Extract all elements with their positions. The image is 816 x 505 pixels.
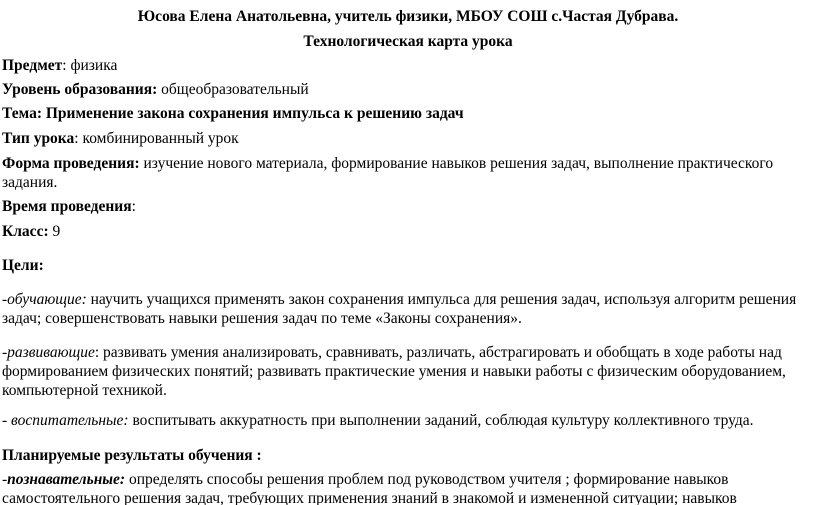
goal-developing-line2: формированием физических понятий; развивать практические умения и навыки работы с физическим оборудованием,: [2, 363, 786, 380]
goal-upbringing-text: воспитывать аккуратность при выполнении заданий, соблюдая культуру коллективного труда.: [128, 412, 754, 429]
level-row: [2, 80, 309, 100]
lesson-type-value: комбинированный урок: [82, 130, 239, 147]
lesson-type-row: [2, 129, 239, 149]
result-cognitive-line2: самостоятельного решения задач, требующих применения знаний в знакомой и измененной ситуации; навыков: [2, 490, 737, 505]
grade-label: Класс:: [2, 223, 49, 240]
goals-heading: Цели:: [2, 257, 44, 274]
lesson-type-label: Тип урока: [2, 130, 75, 147]
subject-sep: :: [62, 57, 71, 74]
goal-upbringing-label: воспитательные:: [11, 412, 129, 429]
form-label: Форма проведения:: [2, 155, 140, 172]
form-row: [2, 154, 773, 174]
goal-educational-label: обучающие:: [7, 291, 87, 308]
goal-educational-line1: [2, 290, 796, 310]
subject-label: Предмет: [2, 57, 63, 74]
level-label: Уровень образования:: [2, 81, 158, 98]
goal-educational-dash: -: [2, 291, 8, 308]
form-value: изучение нового материала, формирование навыков решения задач, выполнение практического: [139, 155, 774, 172]
level-value: общеобразовательный: [157, 81, 309, 98]
topic-row: [2, 104, 464, 124]
lesson-type-sep: :: [74, 130, 83, 147]
author-line: Юсова Елена Анатольевна, учитель физики, МБОУ СОШ с.Частая Дубрава.: [137, 8, 679, 25]
goal-developing-line1: [2, 343, 782, 363]
goal-developing-dash: -: [2, 344, 8, 361]
result-cognitive-label: познавательные:: [7, 471, 126, 488]
result-cognitive-line1: [2, 470, 729, 490]
goal-developing-line3: компьютерной техникой.: [2, 382, 167, 399]
subject-row: [2, 56, 117, 76]
time-label: Время проведения: [2, 198, 132, 215]
goal-educational-text: научить учащихся применять закон сохранения импульса для решения задач, используя алгоритм решения: [86, 291, 797, 308]
results-heading: Планируемые результаты обучения :: [2, 447, 262, 464]
goal-educational-line2: задач; совершенствовать навыки решения задач по теме «Законы сохранения».: [2, 310, 522, 327]
topic-label: Тема: Применение закона сохранения импульса к решению задач: [2, 105, 464, 122]
document-title: Технологическая карта урока: [303, 33, 513, 50]
goal-developing-label: развивающие: [7, 344, 95, 361]
time-sep: :: [131, 198, 136, 215]
result-cognitive-text: определять способы решения проблем под руководством учителя ; формирование навыков: [125, 471, 729, 488]
form-row-continuation: задания.: [2, 174, 58, 191]
grade-value: 9: [48, 223, 61, 240]
subject-value: физика: [70, 57, 118, 74]
result-cognitive-dash: -: [2, 471, 8, 488]
goal-developing-text: : развивать умения анализировать, сравнивать, различать, абстрагировать и обобщать в ходе работы над: [94, 344, 782, 361]
time-row: [2, 197, 136, 217]
goal-upbringing-line: [2, 411, 754, 431]
grade-row: [2, 222, 60, 242]
goal-upbringing-dash: -: [2, 412, 12, 429]
